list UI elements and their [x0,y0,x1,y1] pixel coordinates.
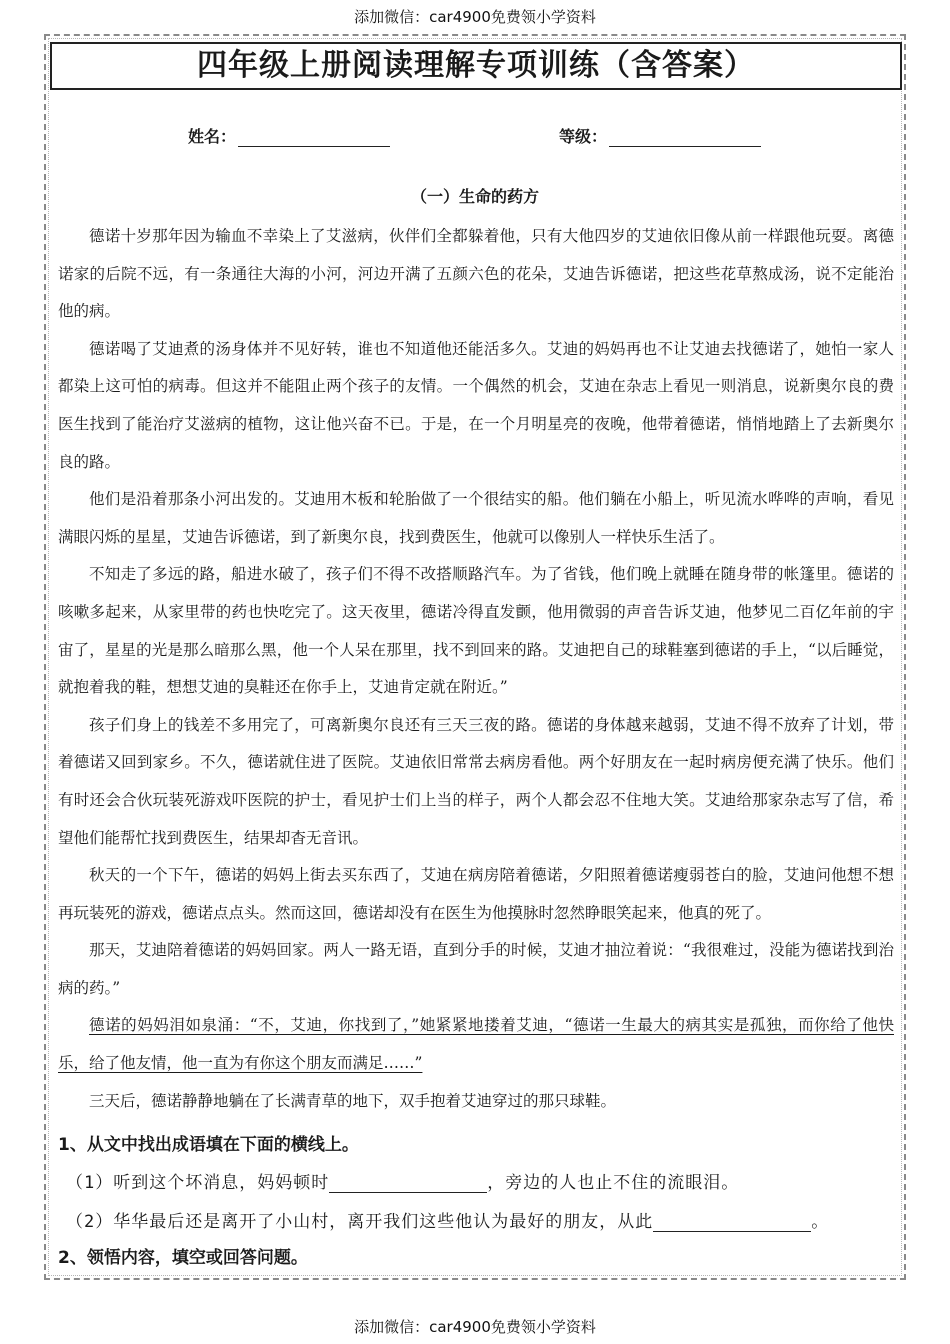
question-1-heading: 1、从文中找出成语填在下面的横线上。 [58,1135,359,1155]
question-1-item-2 [66,1207,829,1232]
grade-label: 等级： [559,127,608,146]
question-2-heading: 2、领悟内容，填空或回答问题。 [58,1248,308,1268]
paragraph: 那天，艾迪陪着德诺的妈妈回家。两人一路无语，直到分手的时候，艾迪才抽泣着说：“我很难过，没能为德诺找到治病的药。” [58,941,894,997]
paragraph: 他们是沿着那条小河出发的。艾迪用木板和轮胎做了一个很结实的船。他们躺在小船上，听见流水哗哗的声响，看见满眼闪烁的星星，艾迪告诉德诺，到了新奥尔良，找到费医生，他就可以像别人一样快乐生活了。 [58,490,894,546]
q1-item2-blank[interactable] [653,1213,811,1232]
paragraph: 孩子们身上的钱差不多用完了，可离新奥尔良还有三天三夜的路。德诺的身体越来越弱，艾迪不得不放弃了计划，带着德诺又回到家乡。不久，德诺就住进了医院。艾迪依旧常常去病房看他。两个好朋友在一起时病房便充满了快乐。他们有时还会合伙玩装死游戏吓医院的护士，看见护士们上当的样子，两个人都会忍不住地大笑。艾迪给那家杂志写了信，希望他们能帮忙找到费医生，结果却杳无音讯。 [58,715,894,847]
grade-field [559,124,761,147]
document-title: 四年级上册阅读理解专项训练（含答案） [50,42,902,90]
paragraph: 秋天的一个下午，德诺的妈妈上街去买东西了，艾迪在病房陪着德诺，夕阳照着德诺瘦弱苍白的脸，艾迪问他想不想再玩装死的游戏，德诺点点头。然而这回，德诺却没有在医生为他摸脉时忽然睁眼笑起来，他真的死了。 [58,866,894,922]
grade-blank[interactable] [609,128,761,147]
q1-item2-tail: 。 [811,1212,830,1232]
paragraph: 德诺十岁那年因为输血不幸染上了艾滋病，伙伴们全都躲着他，只有大他四岁的艾迪依旧像从前一样跟他玩耍。离德诺家的后院不远，有一条通往大海的小河，河边开满了五颜六色的花朵，艾迪告诉德诺，把这些花草熬成汤，说不定能治他的病。 [58,227,894,321]
section-title: （一）生命的药方 [410,187,539,206]
paragraph: 德诺喝了艾迪煮的汤身体并不见好转，谁也不知道他还能活多久。艾迪的妈妈再也不让艾迪去找德诺了，她怕一家人都染上这可怕的病毒。但这并不能阻止两个孩子的友情。一个偶然的机会，艾迪在杂志上看见一则消息，说新奥尔良的费医生找到了能治疗艾滋病的植物，这让他兴奋不已。于是，在一个月明星亮的夜晚，他带着德诺，悄悄地踏上了去新奥尔良的路。 [58,339,894,471]
q1-item2-text: （2）华华最后还是离开了小山村，离开我们这些他认为最好的朋友，从此 [66,1212,654,1232]
paragraph: 不知走了多远的路，船进水破了，孩子们不得不改搭顺路汽车。为了省钱，他们晚上就睡在随身带的帐篷里。德诺的咳嗽多起来，从家里带的药也快吃完了。这天夜里，德诺冷得直发颤，他用微弱的声音告诉艾迪，他梦见二百亿年前的宇宙了，星星的光是那么暗那么黑，他一个人呆在那里，找不到回来的路。艾迪把自己的球鞋塞到德诺的手上，“以后睡觉，就抱着我的鞋，想想艾迪的臭鞋还在你手上，艾迪肯定就在附近。” [58,565,894,697]
name-blank[interactable] [238,128,390,147]
question-1-item-1 [66,1168,739,1193]
underlined-text: 德诺的妈妈泪如泉涌：“不，艾迪，你找到了，”她紧紧地搂着艾迪，“德诺一生最大的病其实是孤独，而你给了他快乐，给了他友情，他一直为有你这个朋友而满足……” [58,1016,894,1073]
reading-passage [58,218,894,1120]
q1-item1-tail: ，旁边的人也止不住的流眼泪。 [487,1173,740,1193]
q1-item1-blank[interactable] [329,1174,487,1193]
name-label: 姓名： [188,127,237,146]
watermark-top: 添加微信：car4900免费领小学资料 [354,8,596,26]
underlined-paragraph [58,1007,894,1082]
paragraph: 三天后，德诺静静地躺在了长满青草的地下，双手抱着艾迪穿过的那只球鞋。 [89,1091,617,1110]
watermark-bottom: 添加微信：car4900免费领小学资料 [354,1318,596,1336]
name-field [188,124,390,147]
q1-item1-text: （1）听到这个坏消息，妈妈顿时 [66,1173,330,1193]
